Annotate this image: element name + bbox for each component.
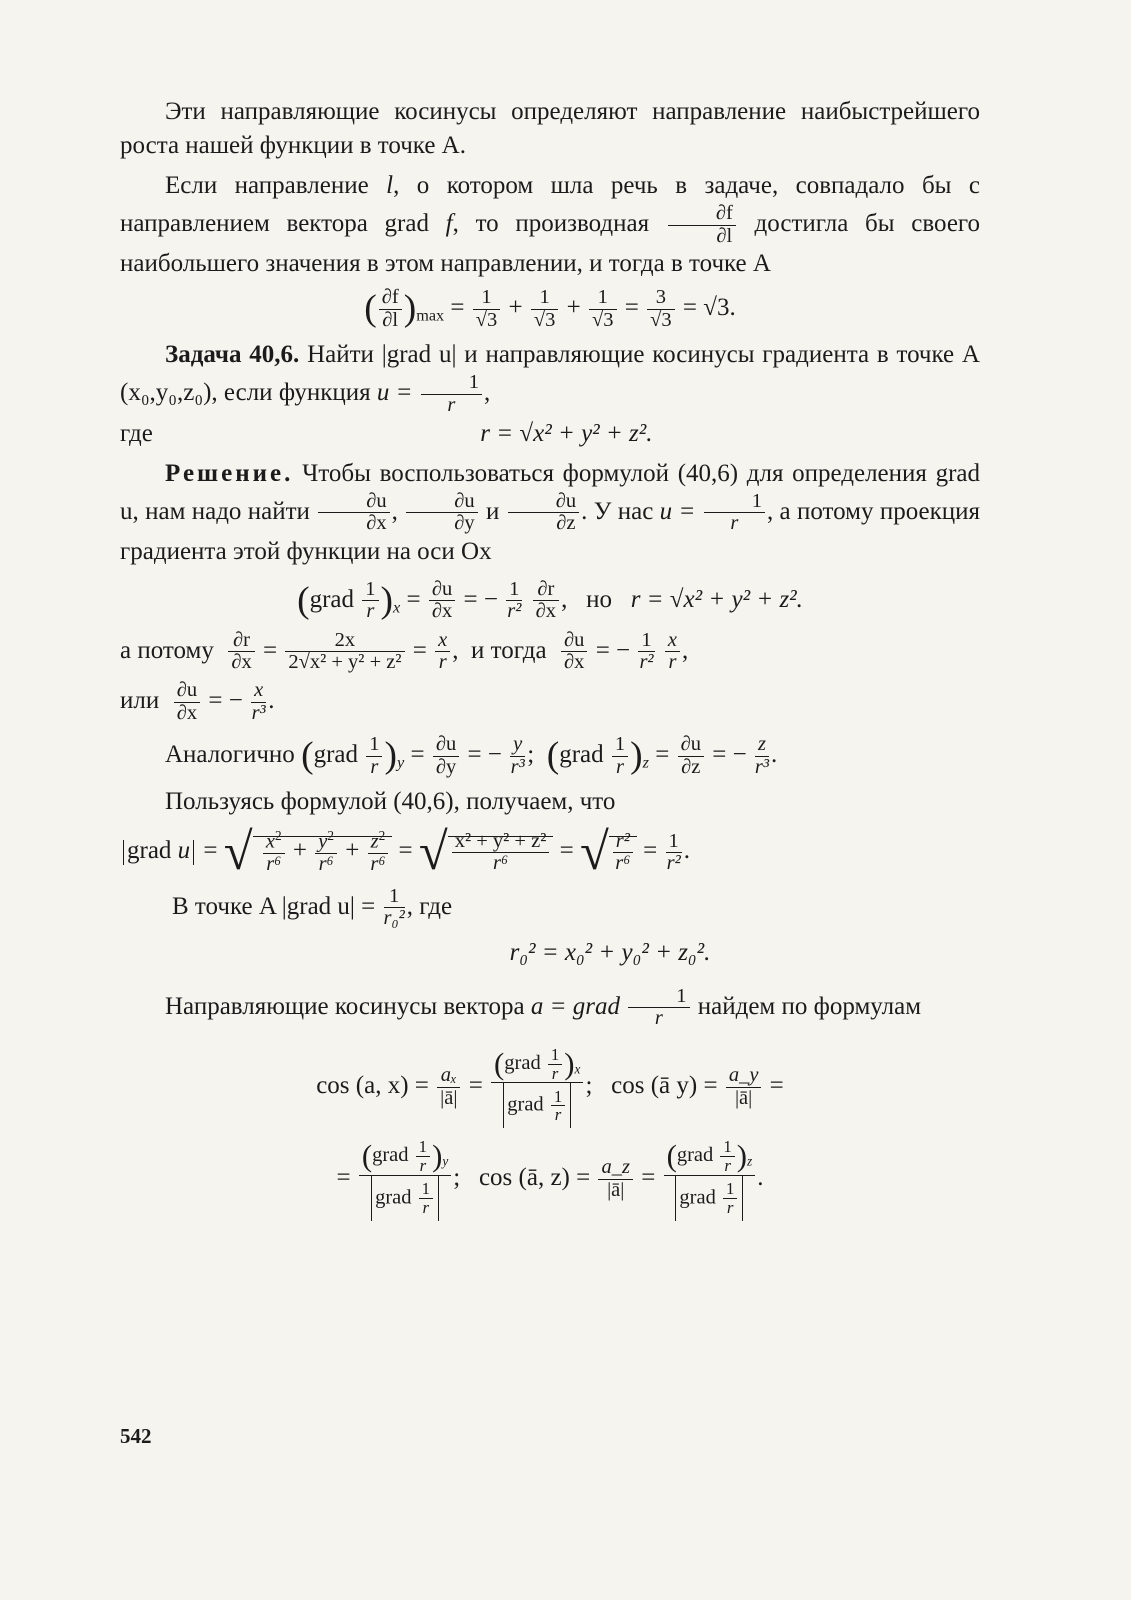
equation-at-point: В точке A |grad u| = $\frac{1}{\text{r₀²}}$, где — [172, 884, 453, 930]
equation-cos-ay-az: = (grad $\frac{1}{r})_y$ grad $\frac{1}{r}$ ; cos (ā, z) = $\frac{a\_z}{|ā|}$ = (grad $\frac{1}{r})_z$ grad $\frac{1}{r}$ . — [120, 1138, 980, 1220]
page-body — [120, 95, 980, 1227]
task-statement: Задача 40,6. Найти |grad u| и направляющие косинусы градиента в точке A (x₀,y₀,z₀), если функция u = $\frac{1}{r}$, — [120, 341, 980, 416]
equation-cos-ax-ay: cos (a, x) = $\frac{\text{aₓ}}{|ā|}$ = (grad $\frac{1}{r})_x$ grad $\frac{1}{r}$ ; cos (ā y) = $\frac{a\_y}{|ā|}$ = — [120, 1046, 980, 1128]
equation-dr-dx: а потому $\frac{\partial r}{\partial x}$ = $\frac{2x}{\text{2√x² + y² + z²}}$ = $\frac{x}{r}$, и тогда $\frac{\partial u}{\partial x}$ = − $\frac{1}{\text{r²}}$ $\frac{x}{r}$, — [120, 628, 689, 674]
equation-grad-magnitude: grad u = √ $\frac{x^2}{\text{r⁶}}$ + $\frac{y^2}{\text{r⁶}}$ + $\frac{z^2}{\text{r⁶}}$ = √ $\frac{\text{x² + y² + z²}}{\text{r⁶}}$ = √ $\frac{\text{r²}}{\text{r⁶}}$ = $\frac{1}{\text{r²}}$. — [120, 829, 980, 875]
equation-r0: r₀² = x₀² + y₀² + z₀². — [509, 938, 711, 966]
equation-max-derivative: ( $\frac{\partial f}{\partial l}$ )$_{max}$ = $\frac{1}{√3}$ + $\frac{1}{√3}$ + $\frac{1}{√3}$ = $\frac{3}{√3}$ = √3. — [364, 286, 736, 331]
solution-label: Решение. — [165, 459, 294, 487]
l-vector: l — [386, 172, 394, 199]
fraction-df-dl: $\frac{\partial f}{\partial l}$ — [668, 203, 736, 247]
paragraph-using: Пользуясь формулой (40,6), получаем, что — [165, 788, 616, 816]
equation-similarly: Аналогично (grad $\frac{1}{r})_y$ = $\frac{\partial u}{\partial y}$ = − $\frac{y}{\text{r³}}$; (grad $\frac{1}{r})_z$ = $\frac{\partial u}{\partial z}$ = − $\frac{z}{\text{r³}}$. — [165, 733, 778, 778]
paragraph-1: Эти направляющие косинусы определяют направление наибыстрейшего роста нашей функции в точке A. — [120, 98, 980, 159]
equation-du-dx: или $\frac{\partial u}{\partial x}$ = − $\frac{x}{\text{r³}}$. — [120, 679, 275, 724]
page-number: 542 — [120, 1424, 152, 1448]
equation-grad-x: (grad $\frac{1}{r})_x$ = $\frac{\partial u}{\partial x}$ = − $\frac{1}{\text{r²}}$ $\frac{\partial r}{\partial x}$ , но r = √x² + y² + z². — [297, 577, 803, 623]
r-definition: где r = √x² + y² + z². — [120, 419, 653, 447]
paragraph-2: Если направление l, о котором шла речь в задаче, совпадало бы с направлением вектора grad f, то производная $\frac{\partial f}{\partial l}$ достигла бы своего наибольшего значения в этом направлении, и тогда в точке A — [120, 172, 981, 278]
task-label: Задача 40,6. — [165, 341, 300, 369]
paragraph-direction-cosines: Направляющие косинусы вектора a = grad $\frac{1}{r}$ найдем по формулам — [165, 984, 922, 1030]
solution-paragraph: Решение. Чтобы воспользоваться формулой (40,6) для определения grad u, нам надо найти $\frac{\partial u}{\partial x}$ , $\frac{\partial u}{\partial y}$ и $\frac{\partial u}{\partial z}$ . У нас u = $\frac{1}{r}$, а потому проекция градиента этой функции на оси Ox — [120, 459, 981, 565]
